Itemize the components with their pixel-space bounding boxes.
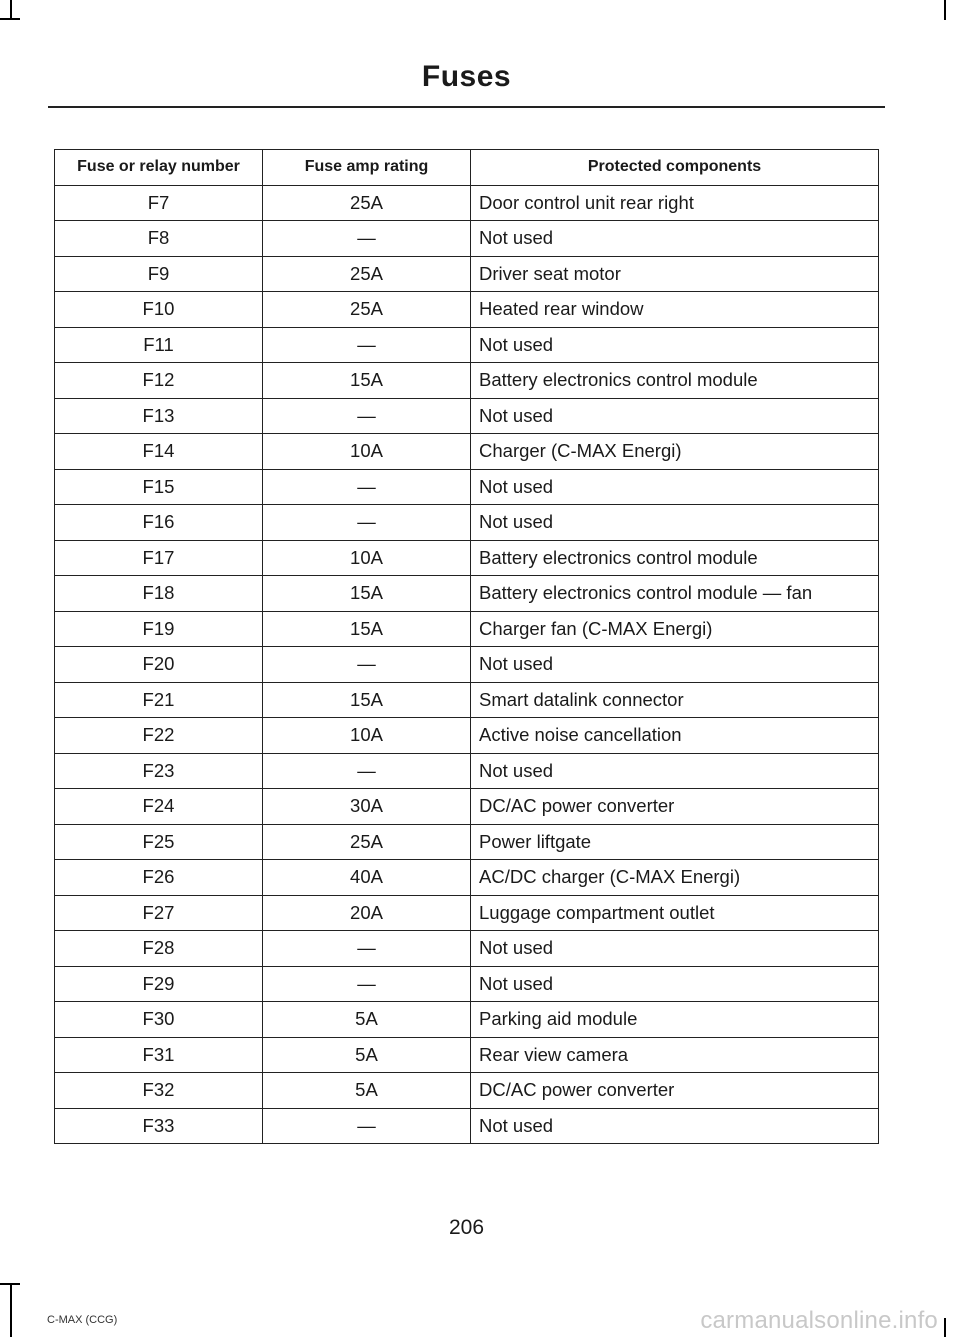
amp-rating-cell: 25A [263, 185, 471, 221]
amp-rating-cell: — [263, 221, 471, 257]
table-header-row [55, 150, 879, 186]
table-row [55, 931, 879, 967]
fuse-number-cell: F16 [55, 505, 263, 541]
protected-component-cell: Not used [471, 221, 879, 257]
table-row [55, 682, 879, 718]
protected-component-cell: Battery electronics control module — fan [471, 576, 879, 612]
protected-component-cell: Smart datalink connector [471, 682, 879, 718]
amp-rating-cell: 5A [263, 1037, 471, 1073]
table-row [55, 647, 879, 683]
amp-rating-cell: — [263, 327, 471, 363]
amp-rating-cell: 10A [263, 718, 471, 754]
table-row [55, 860, 879, 896]
crop-mark-top-left-vertical [10, 0, 12, 20]
amp-rating-cell: — [263, 505, 471, 541]
protected-component-cell: Parking aid module [471, 1002, 879, 1038]
amp-rating-cell: — [263, 966, 471, 1002]
fuse-number-cell: F15 [55, 469, 263, 505]
protected-component-cell: DC/AC power converter [471, 789, 879, 825]
watermark: carmanualsonline.info [700, 1307, 938, 1334]
fuse-number-cell: F19 [55, 611, 263, 647]
page-title: Fuses [421, 60, 512, 93]
amp-rating-cell: 5A [263, 1073, 471, 1109]
fuse-number-cell: F18 [55, 576, 263, 612]
amp-rating-cell: — [263, 931, 471, 967]
fuse-number-cell: F28 [55, 931, 263, 967]
protected-component-cell: Driver seat motor [471, 256, 879, 292]
table-row [55, 895, 879, 931]
crop-mark-bottom-right-vertical [944, 1318, 946, 1337]
table-row [55, 718, 879, 754]
table-row [55, 434, 879, 470]
table-row [55, 966, 879, 1002]
table-row [55, 576, 879, 612]
fuse-number-cell: F22 [55, 718, 263, 754]
table-row [55, 1002, 879, 1038]
fuse-number-cell: F14 [55, 434, 263, 470]
protected-component-cell: Luggage compartment outlet [471, 895, 879, 931]
protected-component-cell: AC/DC charger (C-MAX Energi) [471, 860, 879, 896]
amp-rating-cell: 15A [263, 576, 471, 612]
crop-mark-top-left-horizontal [0, 18, 20, 20]
table-row [55, 398, 879, 434]
protected-component-cell: Battery electronics control module [471, 363, 879, 399]
amp-rating-cell: 25A [263, 292, 471, 328]
table-row [55, 789, 879, 825]
fuse-number-cell: F23 [55, 753, 263, 789]
table-row [55, 540, 879, 576]
fuse-number-cell: F33 [55, 1108, 263, 1144]
fuse-number-cell: F9 [55, 256, 263, 292]
amp-rating-cell: 10A [263, 540, 471, 576]
fuse-number-cell: F24 [55, 789, 263, 825]
crop-mark-bottom-left-horizontal [0, 1283, 20, 1285]
protected-component-cell: Rear view camera [471, 1037, 879, 1073]
fuse-number-cell: F29 [55, 966, 263, 1002]
footer-model: C-MAX (CCG) [47, 1314, 118, 1326]
table-row [55, 469, 879, 505]
fuse-number-cell: F30 [55, 1002, 263, 1038]
table-row [55, 185, 879, 221]
fuse-number-cell: F32 [55, 1073, 263, 1109]
fuse-table [54, 149, 879, 1144]
amp-rating-cell: 5A [263, 1002, 471, 1038]
page-number: 206 [448, 1216, 485, 1239]
fuse-number-cell: F13 [55, 398, 263, 434]
table-row [55, 824, 879, 860]
amp-rating-cell: 40A [263, 860, 471, 896]
table-row [55, 363, 879, 399]
table-row [55, 1073, 879, 1109]
amp-rating-cell: — [263, 753, 471, 789]
protected-component-cell: Power liftgate [471, 824, 879, 860]
fuse-number-cell: F20 [55, 647, 263, 683]
amp-rating-cell: — [263, 398, 471, 434]
fuse-number-cell: F21 [55, 682, 263, 718]
table-row [55, 1108, 879, 1144]
protected-component-cell: Battery electronics control module [471, 540, 879, 576]
table-row [55, 611, 879, 647]
protected-component-cell: Not used [471, 753, 879, 789]
protected-component-cell: Not used [471, 1108, 879, 1144]
amp-rating-cell: 15A [263, 682, 471, 718]
fuse-number-cell: F10 [55, 292, 263, 328]
fuse-number-cell: F12 [55, 363, 263, 399]
amp-rating-cell: — [263, 1108, 471, 1144]
amp-rating-cell: 30A [263, 789, 471, 825]
column-header-fuse-number: Fuse or relay number [55, 150, 263, 186]
protected-component-cell: Not used [471, 647, 879, 683]
fuse-number-cell: F27 [55, 895, 263, 931]
protected-component-cell: Not used [471, 469, 879, 505]
fuse-number-cell: F25 [55, 824, 263, 860]
protected-component-cell: Not used [471, 966, 879, 1002]
protected-component-cell: Door control unit rear right [471, 185, 879, 221]
amp-rating-cell: 25A [263, 824, 471, 860]
amp-rating-cell: 15A [263, 363, 471, 399]
amp-rating-cell: — [263, 469, 471, 505]
table-row [55, 505, 879, 541]
protected-component-cell: Not used [471, 398, 879, 434]
amp-rating-cell: 15A [263, 611, 471, 647]
protected-component-cell: Heated rear window [471, 292, 879, 328]
amp-rating-cell: — [263, 647, 471, 683]
fuse-number-cell: F31 [55, 1037, 263, 1073]
fuse-number-cell: F26 [55, 860, 263, 896]
protected-component-cell: Charger fan (C-MAX Energi) [471, 611, 879, 647]
amp-rating-cell: 10A [263, 434, 471, 470]
fuse-number-cell: F7 [55, 185, 263, 221]
table-row [55, 221, 879, 257]
crop-mark-top-right-vertical [944, 0, 946, 20]
table-body [55, 185, 879, 1144]
protected-component-cell: Not used [471, 327, 879, 363]
fuse-number-cell: F11 [55, 327, 263, 363]
crop-mark-bottom-left-vertical [10, 1285, 12, 1337]
column-header-amp-rating: Fuse amp rating [263, 150, 471, 186]
table-row [55, 292, 879, 328]
table-row [55, 753, 879, 789]
fuse-number-cell: F17 [55, 540, 263, 576]
protected-component-cell: Charger (C-MAX Energi) [471, 434, 879, 470]
table-row [55, 1037, 879, 1073]
protected-component-cell: Active noise cancellation [471, 718, 879, 754]
column-header-protected-components: Protected components [471, 150, 879, 186]
table-row [55, 327, 879, 363]
protected-component-cell: Not used [471, 505, 879, 541]
title-divider [48, 106, 885, 108]
fuse-number-cell: F8 [55, 221, 263, 257]
protected-component-cell: DC/AC power converter [471, 1073, 879, 1109]
amp-rating-cell: 20A [263, 895, 471, 931]
amp-rating-cell: 25A [263, 256, 471, 292]
table-row [55, 256, 879, 292]
protected-component-cell: Not used [471, 931, 879, 967]
